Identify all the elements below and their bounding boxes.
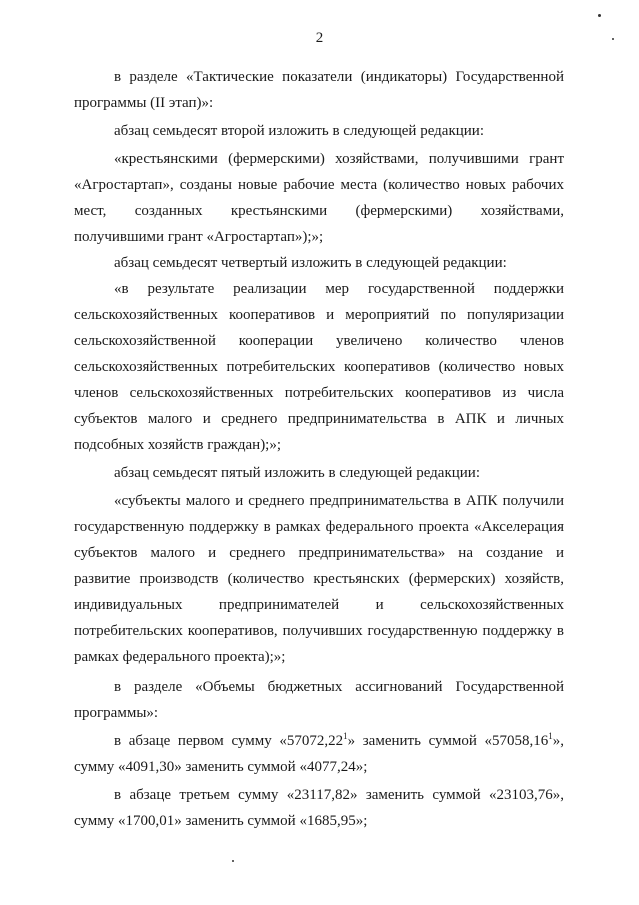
text-line: подсобных хозяйств граждан);»; bbox=[74, 437, 282, 453]
text-line: мест, созданных крестьянскими (фермерскими) хозяйствами, bbox=[74, 203, 564, 219]
text-line: членов сельскохозяйственных потребительских кооперативов из числа bbox=[74, 385, 564, 401]
text-line: программы (II этап)»: bbox=[74, 95, 214, 111]
paragraph bbox=[74, 674, 564, 726]
paragraph bbox=[74, 118, 564, 144]
text-line: в абзаце третьем сумму «23117,82» заменить суммой «23103,76», bbox=[114, 787, 564, 803]
text-line: «Агростартап», созданы новые рабочие места (количество новых рабочих bbox=[74, 177, 564, 193]
footnote-superscript: 1 bbox=[548, 731, 553, 741]
scan-speck bbox=[612, 38, 614, 40]
text-line: получившими грант «Агростартап»);»; bbox=[74, 229, 324, 245]
paragraph bbox=[74, 728, 564, 780]
text-line: в разделе «Объемы бюджетных ассигнований Государственной bbox=[114, 679, 564, 695]
document-body bbox=[74, 64, 564, 834]
text-line: развитие производств (количество крестьянских (фермерских) хозяйств, bbox=[74, 571, 564, 587]
paragraph bbox=[74, 146, 564, 250]
text-line: рамках федерального проекта);»; bbox=[74, 649, 286, 665]
scan-speck bbox=[232, 860, 234, 862]
text-fragment: », bbox=[552, 733, 564, 749]
paragraph bbox=[74, 276, 564, 458]
paragraph bbox=[74, 488, 564, 670]
paragraph bbox=[74, 250, 564, 276]
page-number: 2 bbox=[315, 30, 324, 46]
text-line: сельскохозяйственной кооперации увеличено количество членов bbox=[74, 333, 564, 349]
text-line bbox=[74, 728, 564, 754]
paragraph bbox=[74, 460, 564, 486]
text-fragment: в абзаце первом сумму «57072,22 bbox=[114, 733, 344, 749]
text-line: государственную поддержку в рамках федерального проекта «Акселерация bbox=[74, 519, 564, 535]
text-line: субъектов малого и среднего предпринимательства» на создание и bbox=[74, 545, 564, 561]
text-line: субъектов малого и среднего предпринимательства в АПК и личных bbox=[74, 411, 564, 427]
paragraph bbox=[74, 782, 564, 834]
text-line: сельскохозяйственных потребительских кооперативов (количество новых bbox=[74, 359, 564, 375]
text-line: потребительских кооперативов, получивших государственную поддержку в bbox=[74, 623, 564, 639]
text-line: в разделе «Тактические показатели (индикаторы) Государственной bbox=[114, 69, 564, 85]
footnote-superscript: 1 bbox=[343, 731, 348, 741]
text-line: сумму «4091,30» заменить суммой «4077,24»; bbox=[74, 759, 368, 775]
text-fragment: » заменить суммой «57058,16 bbox=[347, 733, 549, 749]
text-line: «субъекты малого и среднего предпринимательства в АПК получили bbox=[114, 493, 564, 509]
text-line: сельскохозяйственных кооперативов и мероприятий по популяризации bbox=[74, 307, 564, 323]
text-line: «крестьянскими (фермерскими) хозяйствами, получившими грант bbox=[114, 151, 564, 167]
text-line: «в результате реализации мер государственной поддержки bbox=[114, 281, 564, 297]
paragraph bbox=[74, 64, 564, 116]
text-line: индивидуальных предпринимателей и сельскохозяйственных bbox=[74, 597, 564, 613]
text-line: абзац семьдесят четвертый изложить в следующей редакции: bbox=[114, 255, 507, 271]
scan-speck bbox=[598, 14, 601, 17]
text-line: программы»: bbox=[74, 705, 159, 721]
text-line: сумму «1700,01» заменить суммой «1685,95»; bbox=[74, 813, 368, 829]
text-line: абзац семьдесят второй изложить в следующей редакции: bbox=[114, 123, 484, 139]
text-line: абзац семьдесят пятый изложить в следующей редакции: bbox=[114, 465, 480, 481]
